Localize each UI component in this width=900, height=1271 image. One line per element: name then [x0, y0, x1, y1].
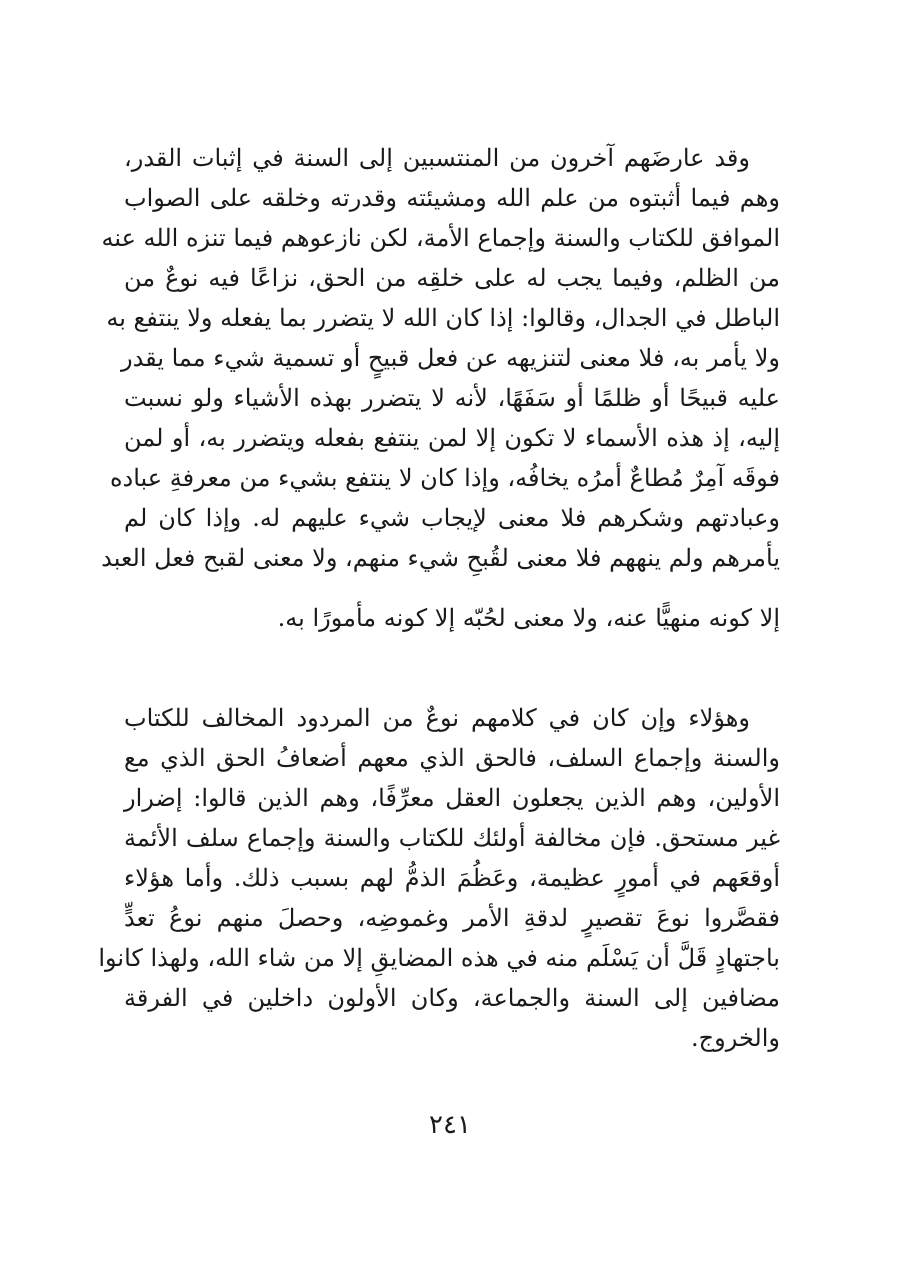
page-number: ٢٤١: [429, 1110, 471, 1140]
paragraph-1-line-6: ولا يأمر به، فلا معنى لتنزيهه عن فعل قبيحٍ أو تسمية شيء مما يقدر: [120, 344, 780, 372]
paragraph-2-line-9: والخروج.: [690, 1024, 780, 1052]
paragraph-2-line-4: غير مستحق. فإن مخالفة أولئك للكتاب والسنة وإجماع سلف الأئمة: [124, 824, 780, 852]
paragraph-2-line-7: باجتهادٍ قَلَّ أن يَسْلَم منه في هذه المضايقِ إلا من شاء الله، ولهذا كانوا: [98, 944, 780, 972]
paragraph-1-line-10: وعبادتهم وشكرهم فلا معنى لإيجاب شيء عليهم له. وإذا كان لم: [124, 504, 780, 532]
paragraph-1-line-2: وهم فيما أثبتوه من علم الله ومشيئته وقدرته وخلقه على الصواب: [124, 184, 780, 212]
paragraph-1-line-1: وقد عارضَهم آخرون من المنتسبين إلى السنة في إثبات القدر،: [124, 144, 750, 172]
paragraph-2-line-6: فقصَّروا نوعَ تقصيرٍ لدقةِ الأمر وغموضِه، وحصلَ منهم نوعُ تعدٍّ: [124, 904, 780, 932]
paragraph-2-line-2: والسنة وإجماع السلف، فالحق الذي معهم أضعافُ الحق الذي مع: [124, 744, 780, 772]
paragraph-1-line-5: الباطل في الجدال، وقالوا: إذا كان الله لا يتضرر بما يفعله ولا ينتفع به: [106, 304, 780, 332]
paragraph-1-line-8: إليه، إذ هذه الأسماء لا تكون إلا لمن ينتفع بفعله ويتضرر به، أو لمن: [124, 424, 780, 452]
paragraph-1-line-11: يأمرهم ولم ينههم فلا معنى لقُبحِ شيء منهم، ولا معنى لقبح فعل العبد: [101, 544, 780, 572]
paragraph-2-line-5: أوقعَهم في أمورٍ عظيمة، وعَظُمَ الذمُّ لهم بسبب ذلك. وأما هؤلاء: [124, 864, 780, 892]
paragraph-2-line-1: وهؤلاء وإن كان في كلامهم نوعٌ من المردود المخالف للكتاب: [124, 704, 750, 732]
paragraph-1-line-7: عليه قبيحًا أو ظلمًا أو سَفَهًا، لأنه لا يتضرر بهذه الأشياء ولو نسبت: [124, 384, 780, 412]
paragraph-2-line-8: مضافين إلى السنة والجماعة، وكان الأولون داخلين في الفرقة: [124, 984, 780, 1012]
paragraph-1-line-3: الموافق للكتاب والسنة وإجماع الأمة، لكن نازعوهم فيما تنزه الله عنه: [101, 224, 780, 252]
paragraph-2-line-3: الأولين، وهم الذين يجعلون العقل معرِّفًا، وهم الذين قالوا: إضرار: [124, 784, 781, 812]
paragraph-1-line-9: فوقَه آمِرٌ مُطاعٌ أمرُه يخافُه، وإذا كان لا ينتفع بشيء من معرفةِ عباده: [109, 464, 780, 492]
paragraph-1-line-12: إلا كونه منهيًّا عنه، ولا معنى لحُبّه إلا كونه مأمورًا به.: [277, 604, 780, 632]
paragraph-1-line-4: من الظلم، وفيما يجب له على خلقِه من الحق، نزاعًا فيه نوعٌ من: [124, 264, 780, 292]
